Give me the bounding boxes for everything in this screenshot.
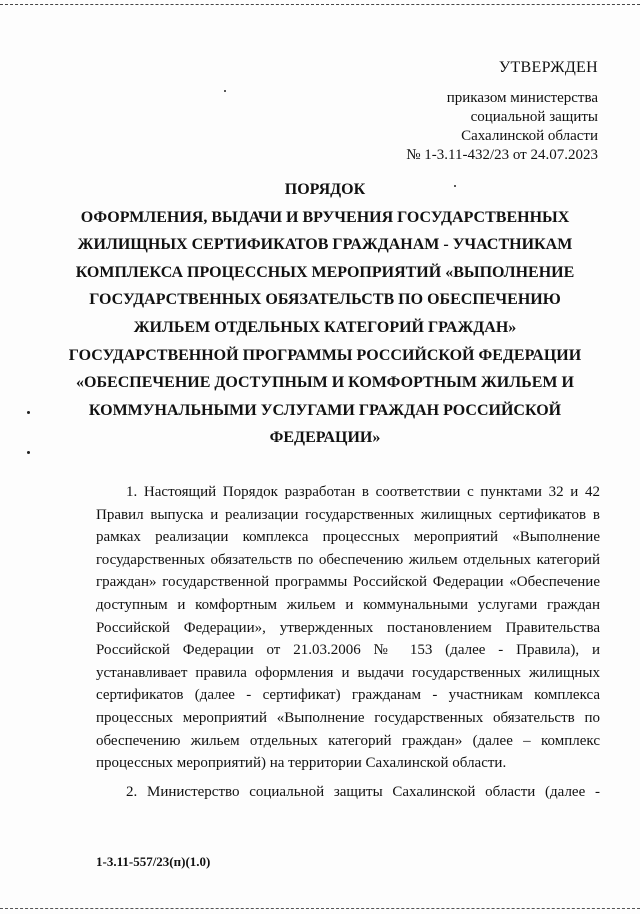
title-line: ЖИЛЬЕМ ОТДЕЛЬНЫХ КАТЕГОРИЙ ГРАЖДАН» xyxy=(133,318,517,336)
approval-line: социальной защиты xyxy=(470,109,598,125)
paragraph-line: доступным и комфортным жильем и коммунальными услугами граждан xyxy=(96,596,600,613)
paragraph-line: процессных мероприятий «Выполнение государственных обязательств по xyxy=(96,709,600,726)
paragraph-line: Российской Федерации от 21.03.2006 № 153 (далее - Правила), и xyxy=(96,642,600,659)
title-line: ПОРЯДОК xyxy=(284,181,366,198)
paragraph-1 xyxy=(96,481,600,775)
paragraph-line: процессных мероприятий) на территории Сахалинской области. xyxy=(96,755,507,772)
scan-speck xyxy=(454,185,456,187)
paragraph-line: 2. Министерство социальной защиты Сахалинской области (далее - xyxy=(126,783,600,800)
approval-line: приказом министерства xyxy=(446,90,598,106)
scan-speck xyxy=(27,451,30,454)
paragraph-line: Российской Федерации», утвержденных постановлением Правительства xyxy=(96,619,600,636)
paragraph-line: Правил выпуска и реализации государственных жилищных сертификатов в xyxy=(96,506,600,523)
approval-order-number: № 1-3.11-432/23 от 24.07.2023 xyxy=(406,147,598,163)
title-line: ГОСУДАРСТВЕННОЙ ПРОГРАММЫ РОССИЙСКОЙ ФЕДЕРАЦИИ xyxy=(68,346,582,364)
paragraph-line: 1. Настоящий Порядок разработан в соответствии с пунктами 32 и 42 xyxy=(126,484,600,500)
paragraph-line: граждан» государственной программы Российской Федерации «Обеспечение xyxy=(96,574,600,591)
scan-speck xyxy=(224,90,226,92)
top-scan-edge xyxy=(0,4,640,5)
bottom-scan-edge xyxy=(0,908,640,909)
title-line: КОМПЛЕКСА ПРОЦЕССНЫХ МЕРОПРИЯТИЙ «ВЫПОЛНЕНИЕ xyxy=(75,263,575,281)
paragraph-line: сертификатов (далее - сертификат) гражданам - участникам комплекса xyxy=(96,687,600,704)
title-line: ОФОРМЛЕНИЯ, ВЫДАЧИ И ВРУЧЕНИЯ ГОСУДАРСТВЕННЫХ xyxy=(80,208,570,226)
title-line: ЖИЛИЩНЫХ СЕРТИФИКАТОВ ГРАЖДАНАМ - УЧАСТНИКАМ xyxy=(77,236,573,254)
scan-speck xyxy=(27,411,30,414)
approval-line: Сахалинской области xyxy=(461,128,598,144)
document-body xyxy=(96,481,600,803)
title-line: КОММУНАЛЬНЫМИ УСЛУГАМИ ГРАЖДАН РОССИЙСКОЙ xyxy=(88,401,562,419)
approval-stamp xyxy=(406,58,598,165)
paragraph-line: рамках реализации комплекса процессных мероприятий «Выполнение xyxy=(96,529,600,546)
paragraph-line: устанавливает правила оформления и выдачи государственных жилищных xyxy=(96,664,600,681)
title-line: «ОБЕСПЕЧЕНИЕ ДОСТУПНЫМ И КОМФОРТНЫМ ЖИЛЬЕМ И xyxy=(76,374,574,392)
approved-heading: УТВЕРЖДЕН xyxy=(498,59,598,76)
document-registration-code: 1-3.11-557/23(п)(1.0) xyxy=(96,854,211,869)
paragraph-2 xyxy=(96,781,600,804)
paragraph-line: государственных обязательств по обеспечению жильем отдельных категорий xyxy=(96,551,600,568)
title-line: ГОСУДАРСТВЕННЫХ ОБЯЗАТЕЛЬСТВ ПО ОБЕСПЕЧЕНИЮ xyxy=(89,291,561,309)
paragraph-line: обеспечению жильем отдельных категорий граждан» (далее – комплекс xyxy=(96,732,600,749)
title-line: ФЕДЕРАЦИИ» xyxy=(269,429,381,447)
document-title xyxy=(60,176,590,452)
